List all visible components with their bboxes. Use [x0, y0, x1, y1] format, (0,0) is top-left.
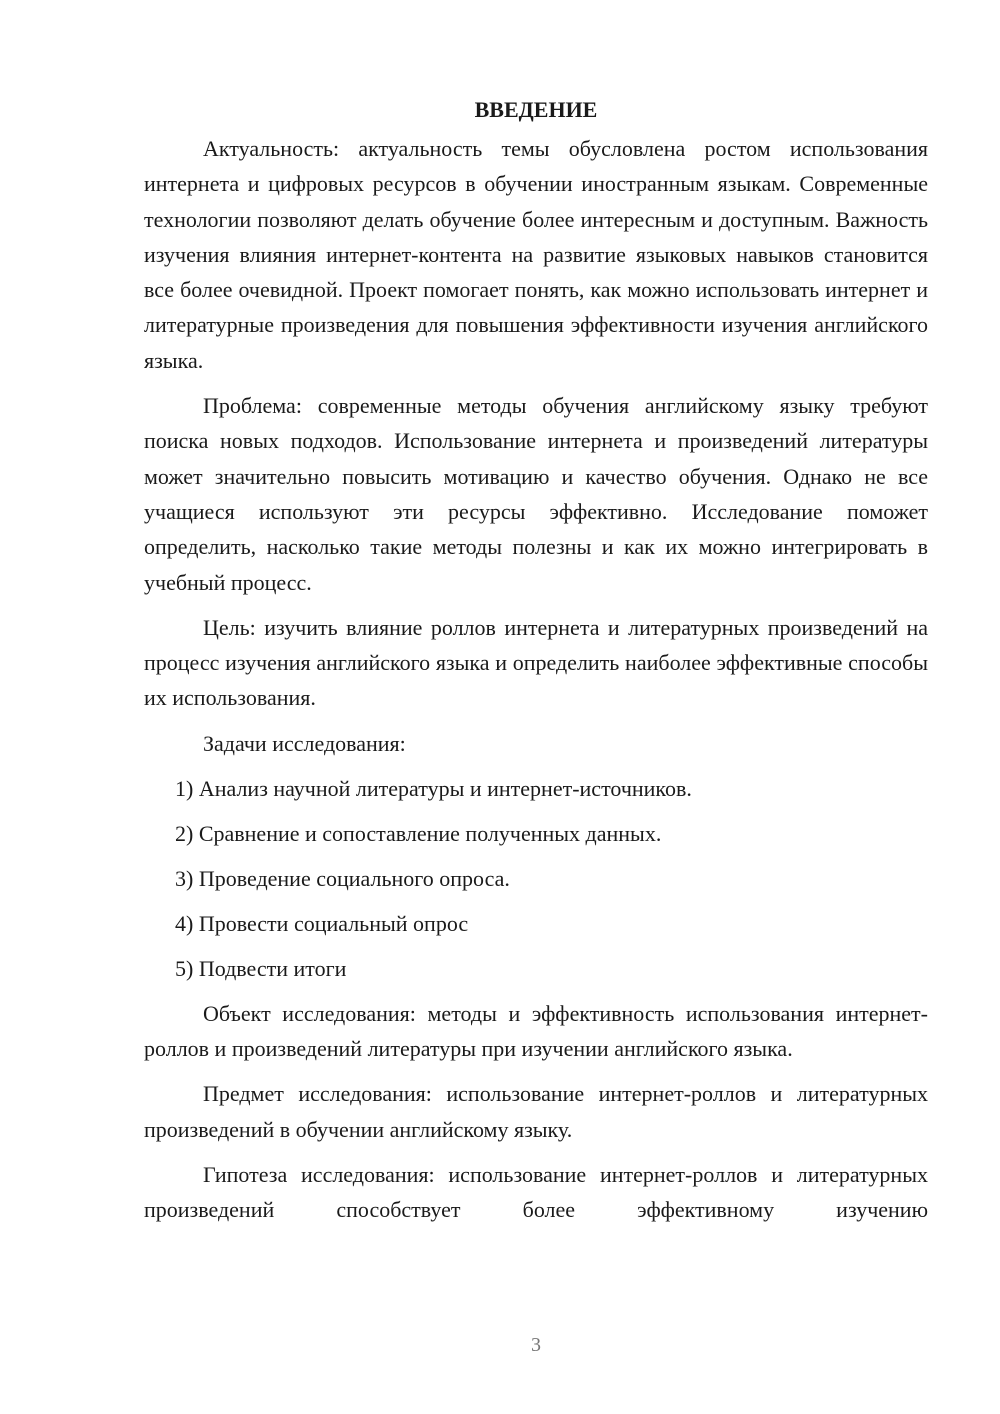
task-item: 3) Проведение социального опроса.	[175, 865, 510, 891]
task-item: 2) Сравнение и сопоставление полученных данных.	[175, 820, 662, 846]
relevance-paragraph: Актуальность: актуальность темы обусловлена ростом использования интернета и цифровых ресурсов в обучении иностранным языкам. Современные технологии позволяют делать обучение более интересным и доступным. Важность изучения влияния интернет-контента на развитие языковых навыков становится все более очевидной. Проект помогает понять, как можно использовать интернет и литературные произведения для повышения эффективности изучения английского языка.	[144, 136, 928, 373]
hypothesis-paragraph: Гипотеза исследования: использование интернет-роллов и литературных произведений способствует более эффективному изучению	[144, 1161, 928, 1223]
problem-paragraph: Проблема: современные методы обучения английскому языку требуют поиска новых подходов. Использование интернета и произведений литературы может значительно повысить мотивацию и качество обучения. Однако не все учащиеся используют эти ресурсы эффективно. Исследование поможет определить, насколько такие методы полезны и как их можно интегрировать в учебный процесс.	[144, 393, 928, 595]
subject-paragraph: Предмет исследования: использование интернет-роллов и литературных произведений в обучении английскому языку.	[144, 1081, 928, 1142]
page-number: 3	[531, 1334, 541, 1356]
object-paragraph: Объект исследования: методы и эффективность использования интернет-роллов и произведений литературы при изучении английского языка.	[144, 1000, 928, 1062]
goal-paragraph: Цель: изучить влияние роллов интернета и литературных произведений на процесс изучения английского языка и определить наиболее эффективные способы их использования.	[144, 614, 928, 711]
tasks-heading: Задачи исследования:	[203, 730, 406, 756]
task-item: 4) Провести социальный опрос	[175, 910, 469, 936]
page-title: ВВЕДЕНИЕ	[474, 97, 598, 122]
task-item: 1) Анализ научной литературы и интернет-источников.	[175, 775, 692, 801]
task-item: 5) Подвести итоги	[175, 955, 347, 981]
task-list	[144, 771, 928, 986]
page-content	[144, 92, 928, 1238]
